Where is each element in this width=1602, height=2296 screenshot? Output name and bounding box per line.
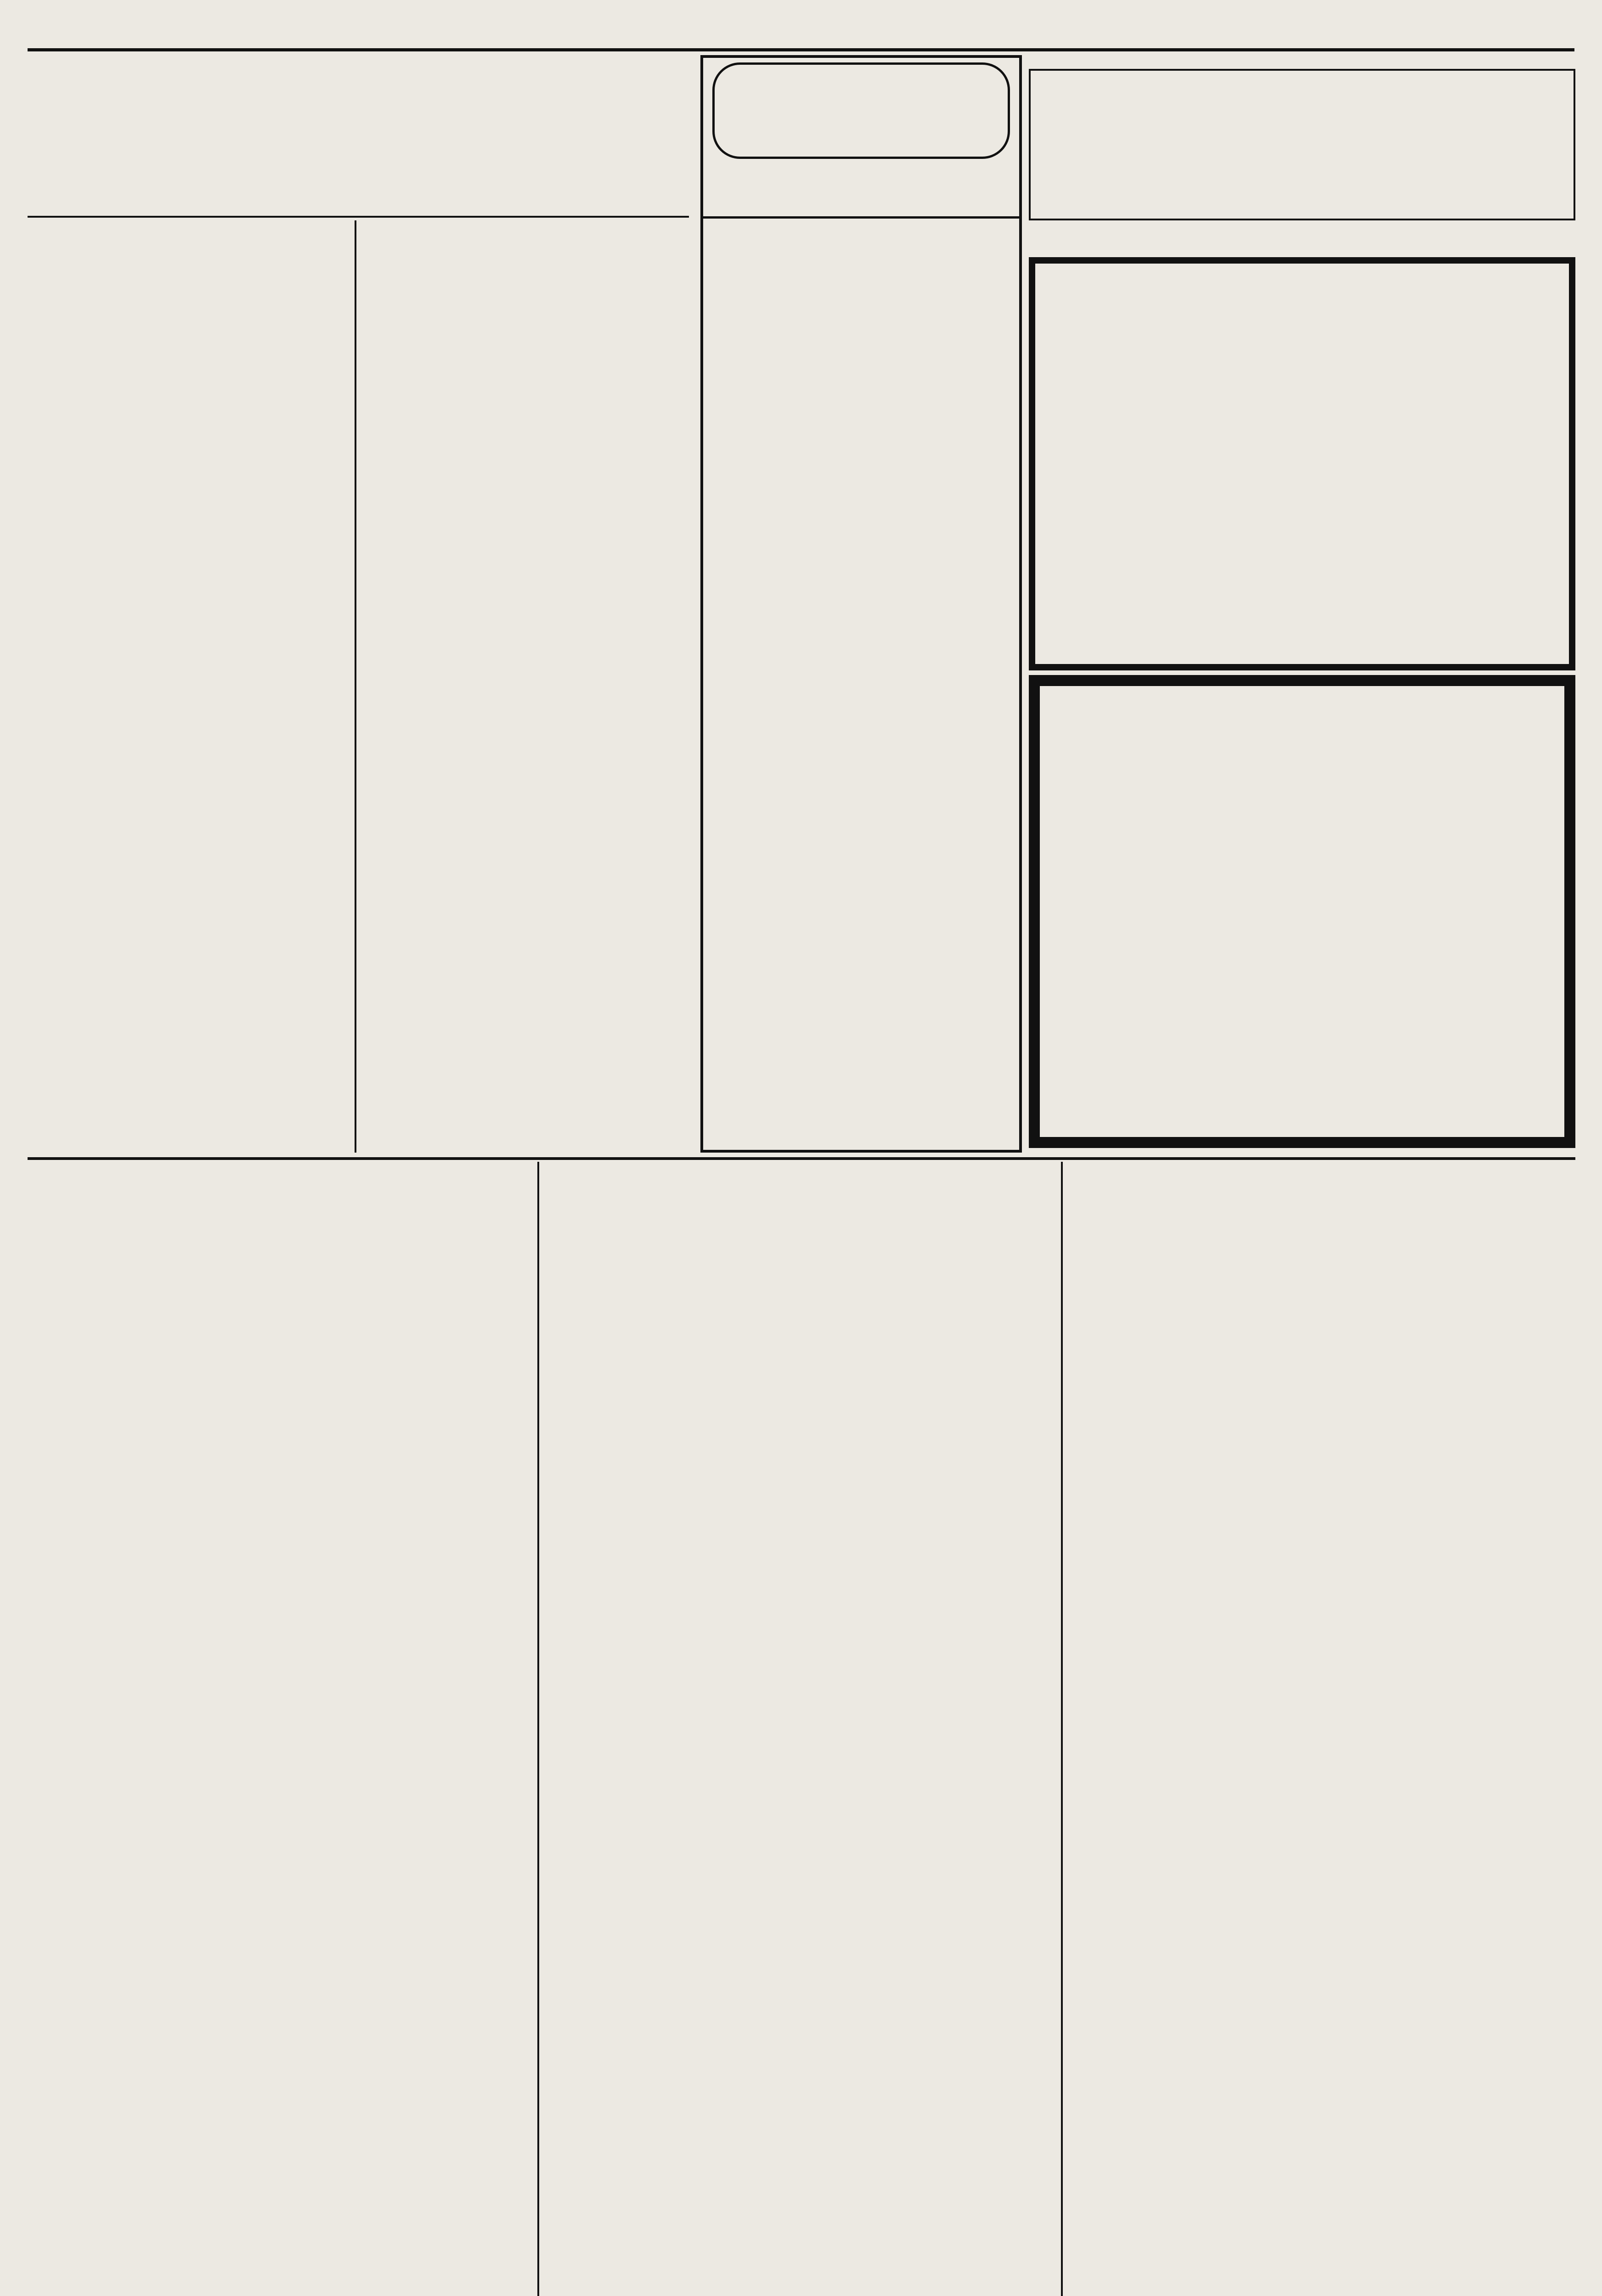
kino-list bbox=[703, 216, 1019, 1150]
schlesinger-obituary bbox=[1029, 675, 1575, 1148]
ostern-ad bbox=[1029, 69, 1575, 220]
beck-intro bbox=[1035, 264, 1569, 274]
theater-left-column bbox=[28, 220, 349, 1153]
spenden-column-3 bbox=[1075, 1162, 1575, 2296]
schl-place bbox=[1040, 718, 1564, 730]
beck-signatures bbox=[1035, 292, 1569, 298]
theater-section bbox=[28, 55, 689, 1153]
schl-intro bbox=[1040, 686, 1564, 704]
beck-text bbox=[1035, 278, 1569, 286]
masthead bbox=[28, 5, 1574, 51]
spenden-section bbox=[28, 1162, 1575, 2296]
beck-place bbox=[1035, 286, 1569, 292]
beck-obituary bbox=[1029, 257, 1575, 670]
kino-section bbox=[700, 55, 1022, 1153]
kino-title bbox=[712, 62, 1010, 159]
theater-logo bbox=[179, 64, 528, 179]
theater-right-column bbox=[363, 220, 689, 1153]
spenden-column-2 bbox=[551, 1162, 1047, 2296]
spenden-column-1 bbox=[28, 1221, 524, 2296]
